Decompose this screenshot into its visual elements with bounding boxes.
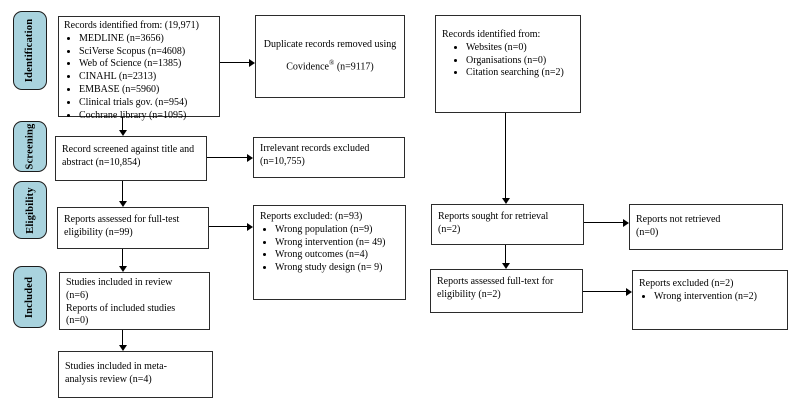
list-item: • Wrong population (n=9) [275,224,399,237]
box-line: Reports not retrieved [636,214,721,225]
box-line: Reports assessed full-text for [437,276,554,287]
list-item: • Cochrane library (n=1095) [79,110,214,123]
list-item: • Citation searching (n=2) [466,67,574,80]
box-records-screened [55,136,207,181]
database-list [64,33,214,123]
box-line: Studies included in meta- [65,361,167,372]
stage-label-screening [13,121,47,172]
box-title: Records identified from: [442,29,541,40]
box-title: Reports excluded (n=2) [639,278,734,289]
list-item: • Web of Science (n=1385) [79,58,214,71]
box-reports-not-retrieved [629,204,783,250]
list-item: • Wrong outcomes (n=4) [275,249,399,262]
box-line [286,54,374,76]
exclusion-reason-list [639,291,781,304]
list-item: • Wrong study design (n= 9) [275,262,399,275]
box-duplicates-removed [255,15,405,98]
stage-label-text: Screening [24,123,36,170]
arrow-assessed-to-excluded [209,226,248,227]
list-item: • SciVerse Scopus (n=4608) [79,46,214,59]
box-title: Reports excluded: (n=93) [260,211,363,222]
covidence-brand: Covidence [286,61,329,73]
box-reports-excluded [253,205,406,300]
arrow-screened-to-assessed [122,181,123,202]
box-line: abstract (n=10,854) [62,156,141,168]
box-line: eligibility (n=2) [437,288,501,300]
box-line: Reports of included studies [66,302,176,314]
box-line: Record screened against title and [62,144,195,155]
stage-label-eligibility [13,181,47,239]
box-line: eligibility (n=99) [64,226,133,238]
box-irrelevant-excluded [253,137,405,178]
box-reports-assessed-eligibility [57,207,209,249]
stage-label-text: Eligibility [24,186,36,234]
arrow-assessed-to-included [122,249,123,267]
arrow-assessed-other-to-excluded-other [583,291,627,292]
arrow-screened-to-irrelevant [207,157,248,158]
box-reports-sought [431,204,584,245]
list-item: • EMBASE (n=5960) [79,84,214,97]
stage-label-identification [13,11,47,90]
box-title: Records identified from: (19,971) [64,20,199,31]
box-line: (n=10,755) [260,155,305,167]
other-source-list [442,42,574,80]
box-reports-assessed-fulltext-other [430,269,583,313]
arrow-sought-to-not-retrieved [584,222,624,223]
box-line: Irrelevant records excluded [260,143,370,154]
covidence-count: (n=9117) [334,61,374,73]
box-studies-included-meta-analysis [58,351,213,398]
list-item: • MEDLINE (n=3656) [79,33,214,46]
box-reports-excluded-other [632,270,788,330]
box-line: (n=6) [66,289,89,301]
box-line: (n=0) [66,315,89,327]
registered-mark: ® [329,59,335,68]
box-line: (n=2) [438,223,461,235]
arrow-records-to-screened [122,117,123,131]
box-line: Reports assessed for full-test [64,214,180,225]
list-item: • Wrong intervention (n= 49) [275,237,399,250]
box-line: Reports sought for retrieval [438,211,549,222]
arrow-included-to-meta [122,330,123,346]
box-line: Studies included in review [66,277,173,288]
box-studies-included-review [59,272,210,330]
arrow-records-to-duplicates [220,62,250,63]
list-item: • Organisations (n=0) [466,55,574,68]
list-item: • Wrong intervention (n=2) [654,291,781,304]
stage-label-included [13,266,47,328]
list-item: • CINAHL (n=2313) [79,71,214,84]
arrow-sought-to-assessed-other [505,245,506,264]
box-line: analysis review (n=4) [65,373,152,385]
box-records-identified-databases [58,16,220,121]
list-item: • Clinical trials gov. (n=954) [79,97,214,110]
list-item: • Websites (n=0) [466,42,574,55]
stage-label-text: Identification [24,18,36,83]
exclusion-reason-list [260,224,399,275]
box-line: (n=0) [636,226,659,238]
stage-label-text: Included [24,276,36,318]
arrow-other-records-to-sought [505,113,506,199]
box-records-identified-other [435,15,581,113]
box-line: Duplicate records removed using [263,39,397,51]
